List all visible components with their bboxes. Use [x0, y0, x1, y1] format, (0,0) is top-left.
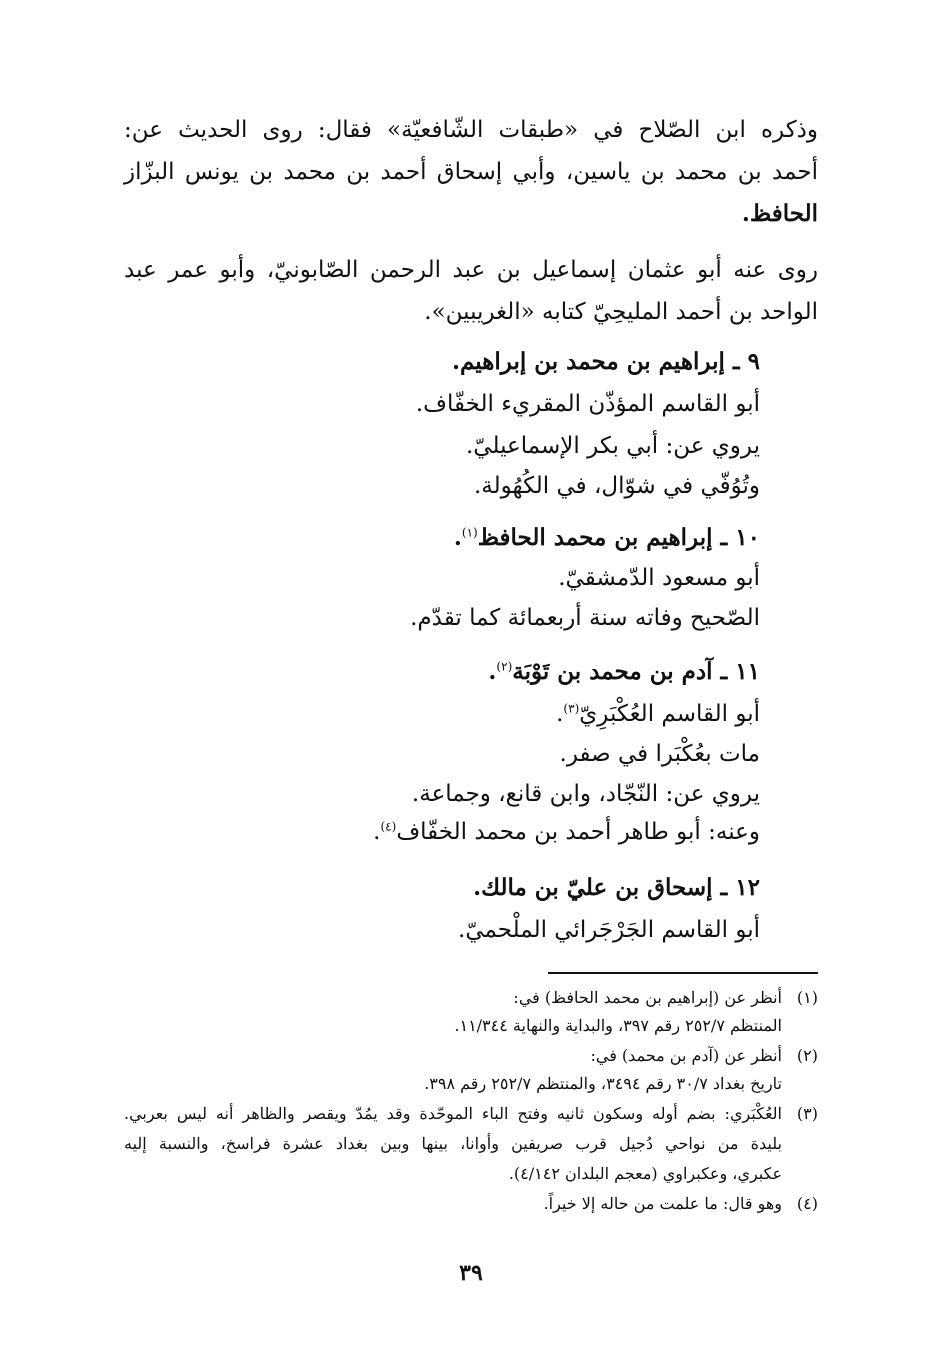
- footnote-3-number: (٣): [796, 1104, 818, 1123]
- footnote-1: [124, 986, 818, 1010]
- entry-10-line-2: الصّحيح وفاته سنة أربعمائة كما تقدّم.: [410, 605, 760, 631]
- page-number: ٣٩: [459, 1260, 483, 1286]
- entry-9-line-2: يروي عن: أبي بكر الإسماعيليّ.: [465, 433, 760, 459]
- entry-11-title: ١١ ـ آدم بن محمد بن تَوْبَة: [512, 658, 760, 685]
- entry-9-line-1: أبو القاسم المؤذّن المقريء الخفّاف.: [415, 391, 760, 417]
- entry-11-line-4-end: .: [373, 819, 381, 845]
- entry-11-student: وعنه: أبو طاهر أحمد بن محمد الخفّاف: [396, 819, 760, 845]
- footnote-1-number: (١): [796, 988, 818, 1007]
- footnote-1-cont: [124, 1014, 818, 1038]
- entry-11-line-1-end: .: [556, 701, 564, 727]
- footnote-ref-4: (٤): [380, 819, 397, 834]
- footnote-2: [124, 1044, 818, 1068]
- entry-11-title-end: .: [488, 658, 497, 685]
- entry-11-heading: [488, 656, 760, 688]
- entry-11-line-2: مات بعُكْبَرا في صفر.: [559, 741, 760, 767]
- intro-line-1: وذكره ابن الصّلاح في «طبقات الشّافعيّة» فقال: روى الحديث عن:: [124, 117, 818, 143]
- footnote-3-line-1: العُكْبَري: بضم أوله وسكون ثانيه وفتح الباء الموحّدة وقد يمُدّ ويقصر والظاهر أنه ليس بعربي.: [124, 1104, 782, 1123]
- footnote-4: [124, 1192, 818, 1216]
- footnote-ref-3: (٣): [563, 701, 580, 716]
- footnote-4-line-1: وهو قال: ما علمت من حاله إلا خيراً.: [543, 1194, 782, 1213]
- footnote-2-line-1: أنظر عن (آدم بن محمد) في:: [590, 1046, 782, 1065]
- footnote-ref-1: (١): [461, 525, 478, 540]
- footnote-3-line-3: عكبري، وعكبراوي (معجم البلدان ٤/١٤٢).: [508, 1164, 782, 1183]
- intro-line-2: أحمد بن محمد بن ياسين، وأبي إسحاق أحمد بن محمد بن يونس البزّاز: [124, 159, 818, 185]
- entry-9-line-3: وتُوُفّي في شوّال، في الكُهُولة.: [473, 473, 760, 499]
- footnote-1-line-2: المنتظم ٢٥٢/٧ رقم ٣٩٧، والبداية والنهاية ١١/٣٤٤.: [454, 1016, 782, 1035]
- para2-line-1: روى عنه أبو عثمان إسماعيل بن عبد الرحمن الصّابونيّ، وأبو عمر عبد: [124, 257, 818, 283]
- footnote-2-line-2: تاريخ بغداد ٣٠/٧ رقم ٣٤٩٤، والمنتظم ٢٥٢/٧ رقم ٣٩٨.: [424, 1074, 782, 1093]
- footnote-separator: [548, 972, 818, 974]
- entry-11-nisba: أبو القاسم العُكْبَرِيّ: [579, 701, 760, 727]
- footnote-2-cont: [124, 1072, 818, 1096]
- footnote-1-line-1: أنظر عن (إبراهيم بن محمد الحافظ) في:: [513, 988, 782, 1007]
- entry-10-title: ١٠ ـ إبراهيم بن محمد الحافظ: [477, 524, 760, 551]
- entry-11-line-4: [373, 816, 760, 848]
- entry-9-title: ٩ ـ إبراهيم بن محمد بن إبراهيم.: [451, 348, 760, 375]
- para2-line-2: الواحد بن أحمد المليحِيّ كتابه «الغريبين».: [424, 299, 818, 325]
- entry-10-line-1: أبو مسعود الدّمشقيّ.: [558, 565, 760, 591]
- footnote-4-number: (٤): [796, 1194, 818, 1213]
- footnote-3-cont-2: [124, 1162, 818, 1186]
- entry-10-heading: [454, 522, 760, 554]
- footnote-3-line-2: بليدة من نواحي دُجيل قرب صريفين وأوانا، بينها وبين بغداد عشرة فراسخ، والنسبة إليه: [124, 1134, 782, 1153]
- footnote-3: [124, 1102, 818, 1126]
- footnote-ref-2: (٢): [496, 659, 513, 674]
- footnote-3-cont-1: [124, 1132, 818, 1156]
- intro-line-3: الحافظ.: [741, 200, 818, 227]
- entry-12-line-1: أبو القاسم الجَرْجَرائي الملْحميّ.: [458, 917, 760, 943]
- entry-11-line-3: يروي عن: النّجّاد، وابن قانع، وجماعة.: [411, 781, 760, 807]
- entry-12-title: ١٢ ـ إسحاق بن عليّ بن مالك.: [473, 874, 760, 901]
- entry-11-line-1: [556, 698, 760, 730]
- footnote-2-number: (٢): [796, 1046, 818, 1065]
- entry-10-title-end: .: [453, 524, 462, 551]
